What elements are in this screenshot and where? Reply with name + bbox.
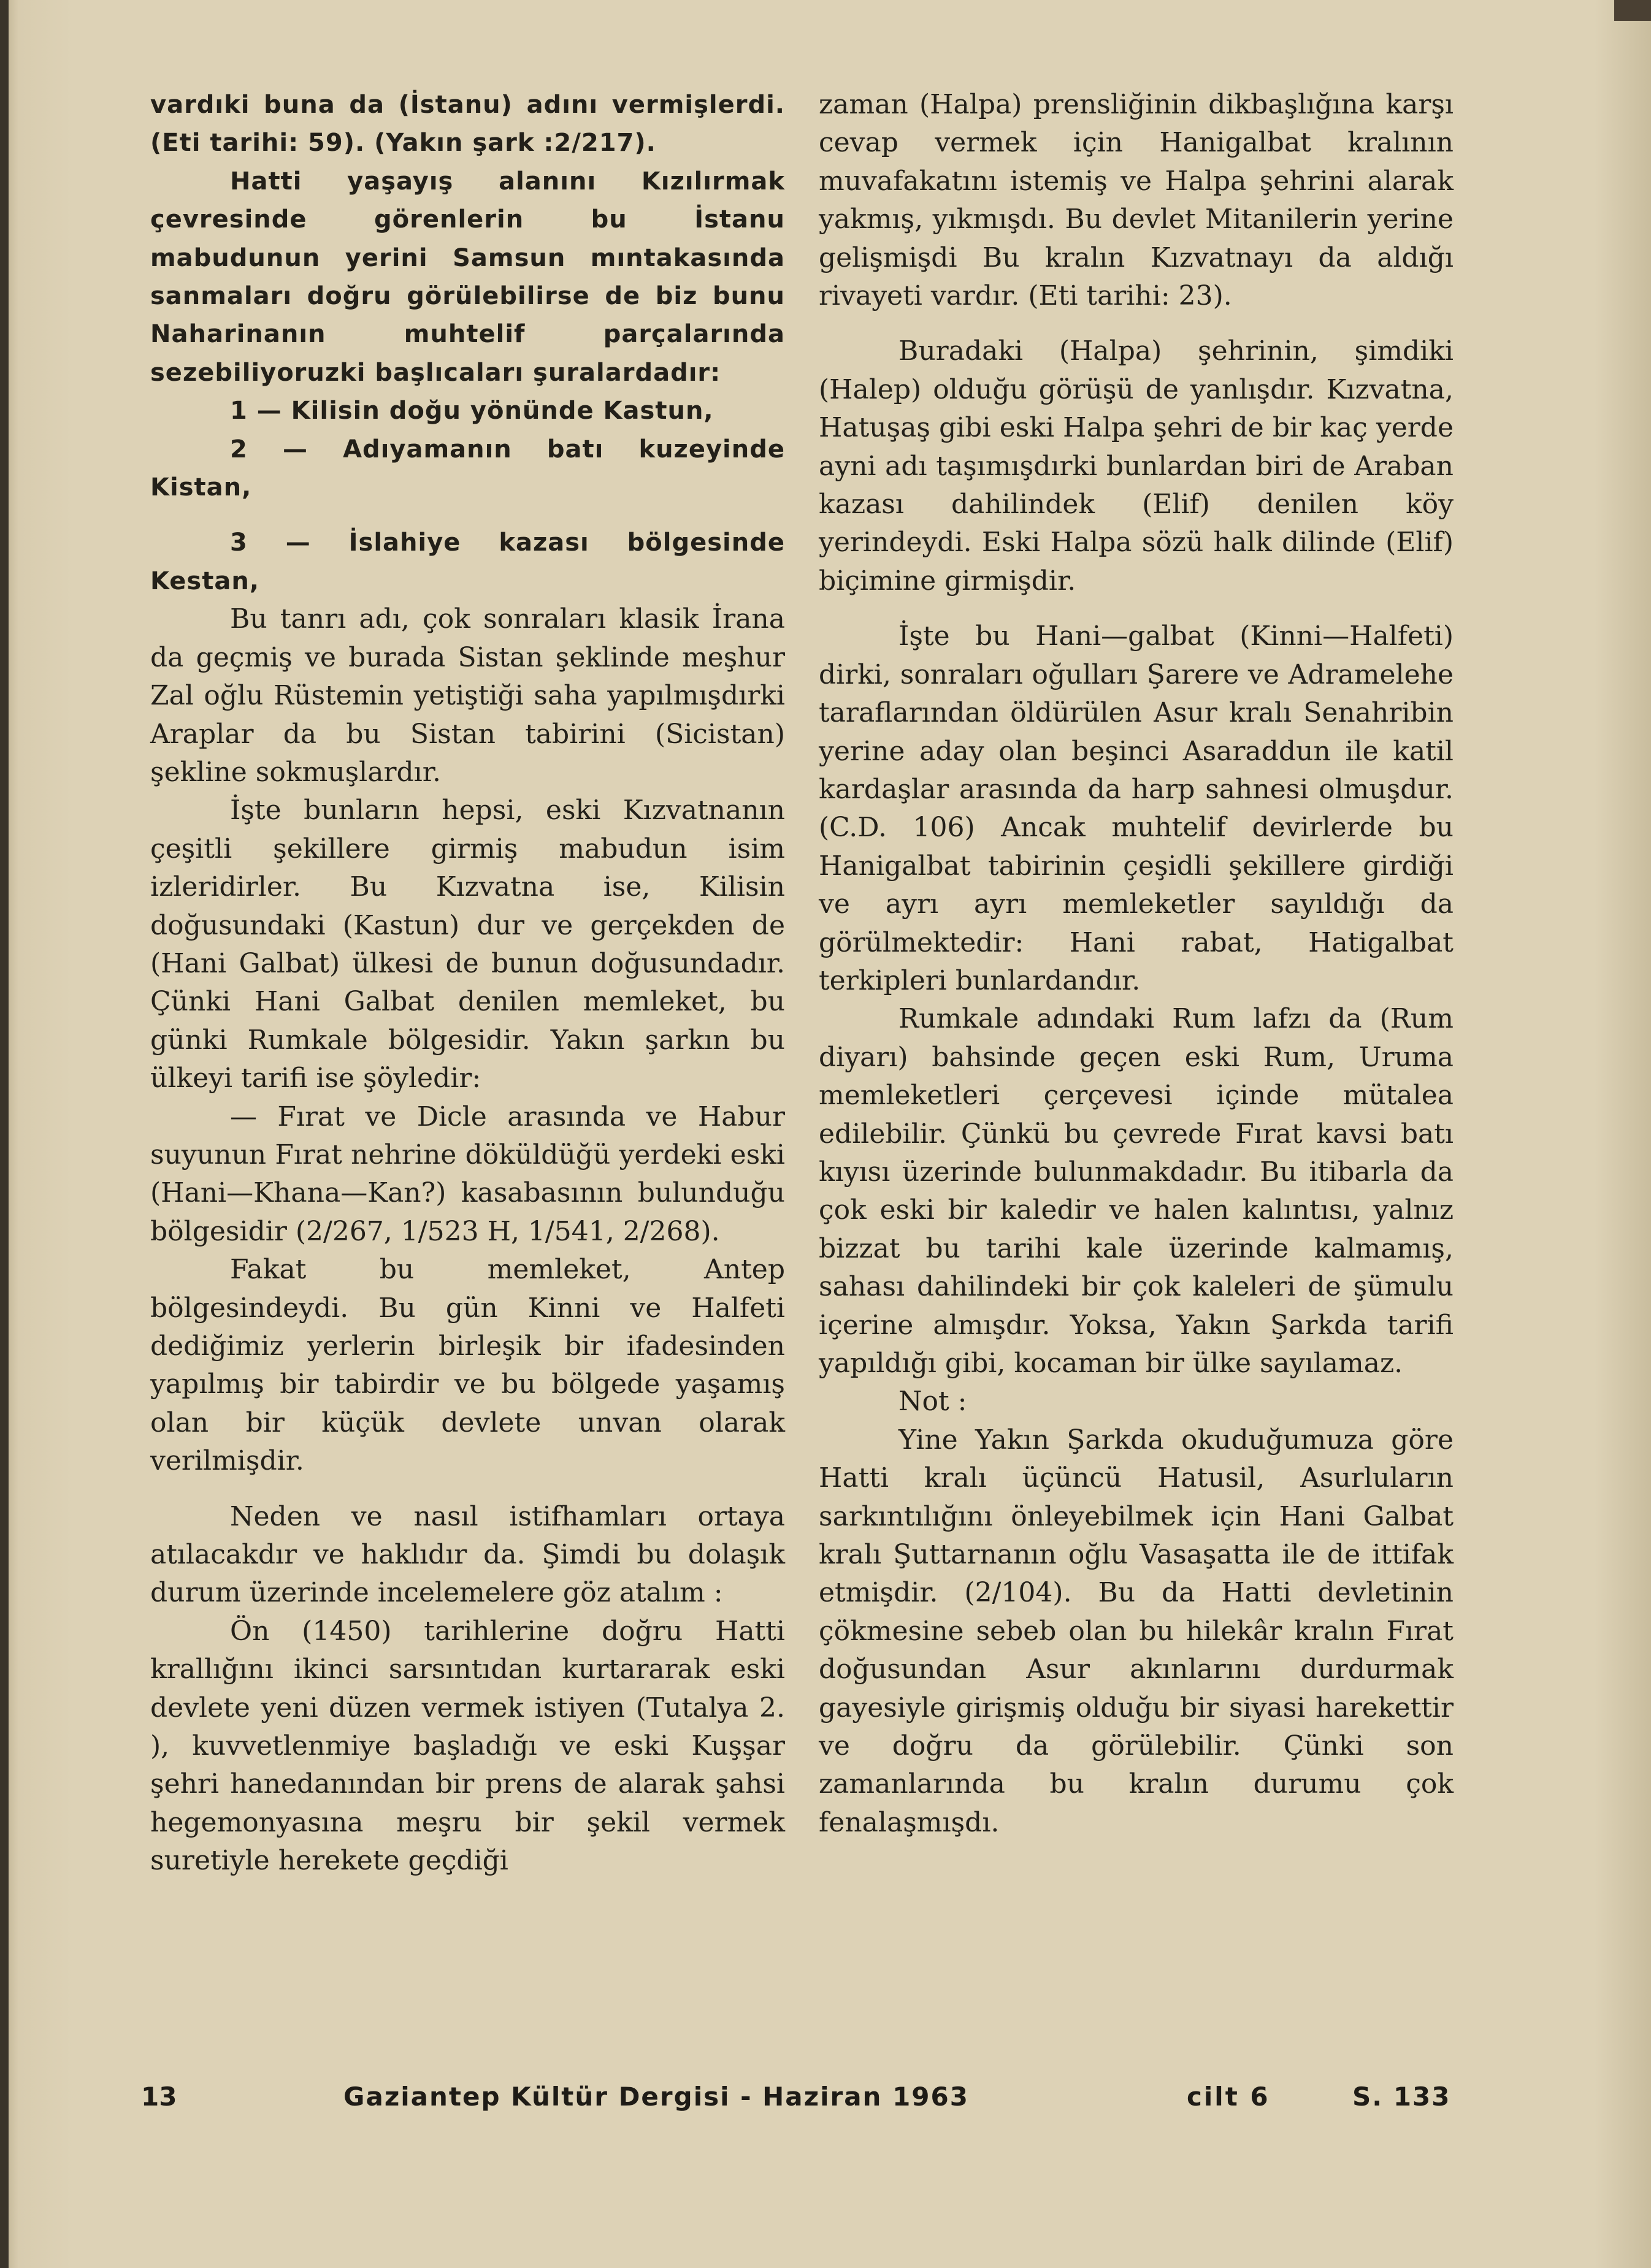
corner-mark xyxy=(1614,0,1651,21)
right-column xyxy=(819,86,1454,1842)
paragraph: Fakat bu memleket, Antep bölgesindeydi. Bu gün Kinni ve Halfeti dediğimiz yerlerin birleşik bir ifadesinden yapılmış bir tabirdir ve bu bölgede yaşamış olan bir küçük devlete unvan olarak verilmişdir. xyxy=(150,1254,785,1477)
footer-volume: cilt 6 xyxy=(1187,2082,1270,2112)
footer-page-number: S. 133 xyxy=(1352,2082,1451,2112)
paragraph: vardıki buna da (İstanu) adını vermişlerdi. (Eti tarihi: 59). (Yakın şark :2/217). xyxy=(150,91,785,158)
paragraph: Yine Yakın Şarkda okuduğumuza göre Hatti kralı üçüncü Hatusil, Asurluların sarkıntılığını önleyebilmek için Hani Galbat kralı Şuttarnanın oğlu Vasaşatta ile de ittifak etmişdir. (2/104). Bu da Hatti devletinin çökmesine sebeb olan bu hilekâr kralın Fırat doğusundan Asur akınlarını durdurmak gayesiyle girişmiş olduğu bir siyasi harekettir ve doğru da görülebilir. Çünki son zamanlarında bu kralın durumu çok fenalaşmışdı. xyxy=(819,1424,1454,1838)
paragraph: 1 — Kilisin doğu yönünde Kastun, xyxy=(230,397,714,426)
page-footer xyxy=(141,2082,1460,2118)
paragraph: Hatti yaşayış alanını Kızılırmak çevresinde görenlerin bu İstanu mabudunun yerini Samsun mıntakasında sanmaları doğru görülebilirse de biz bunu Naharinanın muhtelif parçalarında sezebiliyoruzki başlıcaları şuralardadır: xyxy=(150,167,785,387)
paragraph: İşte bu Hani—galbat (Kinni—Halfeti) dirki, sonraları oğulları Şarere ve Adramelehe taraflarından öldürülen Asur kralı Senahribin yerine aday olan beşinci Asaraddun ile katil kardaşlar arasında da harp sahnesi olmuşdur. (C.D. 106) Ancak muhtelif devirlerde bu Hanigalbat tabirinin çeşidli şekillere girdiği ve ayrı ayrı memleketler sayıldığı da görülmektedir: Hani rabat, Hatigalbat terkipleri bunlardandır. xyxy=(819,620,1454,996)
paragraph: Ön (1450) tarihlerine doğru Hatti krallığını ikinci sarsıntıdan kurtararak eski devlete yeni düzen vermek istiyen (Tutalya 2. ), kuvvetlenmiye başladığı ve eski Kuşşar şehri hanedanından bir prens de alarak şahsi hegemonyasına meşru bir şekil vermek suretiyle herekete geçdiği xyxy=(150,1615,785,1877)
paragraph: 2 — Adıyamanın batı kuzeyinde Kistan, xyxy=(150,435,785,502)
paragraph: zaman (Halpa) prensliğinin dikbaşlığına karşı cevap vermek için Hanigalbat kralının muvafakatını istemiş ve Halpa şehrini alarak yakmış, yıkmışdı. Bu devlet Mitanilerin yerine gelişmişdi Bu kralın Kızvatnayı da aldığı rivayeti vardır. (Eti tarihi: 23). xyxy=(819,89,1454,312)
paragraph: Bu tanrı adı, çok sonraları klasik İrana da geçmiş ve burada Sistan şeklinde meşhur Zal oğlu Rüstemin yetiştiği saha yapılmışdırki Araplar da bu Sistan tabirini (Sicistan) şekline sokmuşlardır. xyxy=(150,603,785,788)
paragraph: Buradaki (Halpa) şehrinin, şimdiki (Halep) olduğu görüşü de yanlışdır. Kızvatna, Hatuşaş gibi eski Halpa şehri de bir kaç yerde ayni adı taşımışdırki bunlardan biri de Araban kazası dahilindek (Elif) denilen köy yerindeydi. Eski Halpa sözü halk dilinde (Elif) biçimine girmişdir. xyxy=(819,335,1454,597)
left-column xyxy=(150,86,785,1880)
footer-journal-title: Gaziantep Kültür Dergisi - Haziran 1963 xyxy=(343,2082,969,2112)
paragraph: 3 — İslahiye kazası bölgesinde Kestan, xyxy=(150,529,785,595)
paragraph: Not : xyxy=(898,1386,967,1418)
paragraph: Rumkale adındaki Rum lafzı da (Rum diyarı) bahsinde geçen eski Rum, Uruma memleketleri çerçevesi içinde mütalea edilebilir. Çünkü bu çevrede Fırat kavsi batı kıyısı üzerinde bulunmakdadır. Bu itibarla da çok eski bir kaledir ve halen kalıntısı, yalnız bizzat bu tarihi kale üzerinde kalmamış, sahası dahilindeki bir çok kaleleri de şümulu içerine almışdır. Yoksa, Yakın Şarkda tarifi yapıldığı gibi, kocaman bir ülke sayılamaz. xyxy=(819,1003,1454,1379)
binding-edge xyxy=(0,0,9,2268)
paragraph: İşte bunların hepsi, eski Kızvatnanın çeşitli şekillere girmiş mabudun isim izleridirler. Bu Kızvatna ise, Kilisin doğusundaki (Kastun) dur ve gerçekden de (Hani Galbat) ülkesi de bunun doğusundadır. Çünki Hani Galbat denilen memleket, bu günki Rumkale bölgesidir. Yakın şarkın bu ülkeyi tarifi ise şöyledir: xyxy=(150,795,785,1094)
footer-issue-number: 13 xyxy=(141,2082,177,2112)
paragraph: Neden ve nasıl istifhamları ortaya atılacakdır ve haklıdır da. Şimdi bu dolaşık durum üzerinde incelemelere göz atalım : xyxy=(150,1500,785,1609)
paragraph: — Fırat ve Dicle arasında ve Habur suyunun Fırat nehrine döküldüğü yerdeki eski (Hani—Khana—Kan?) kasabasının bulunduğu bölgesidir (2/267, 1/523 H, 1/541, 2/268). xyxy=(150,1101,785,1247)
